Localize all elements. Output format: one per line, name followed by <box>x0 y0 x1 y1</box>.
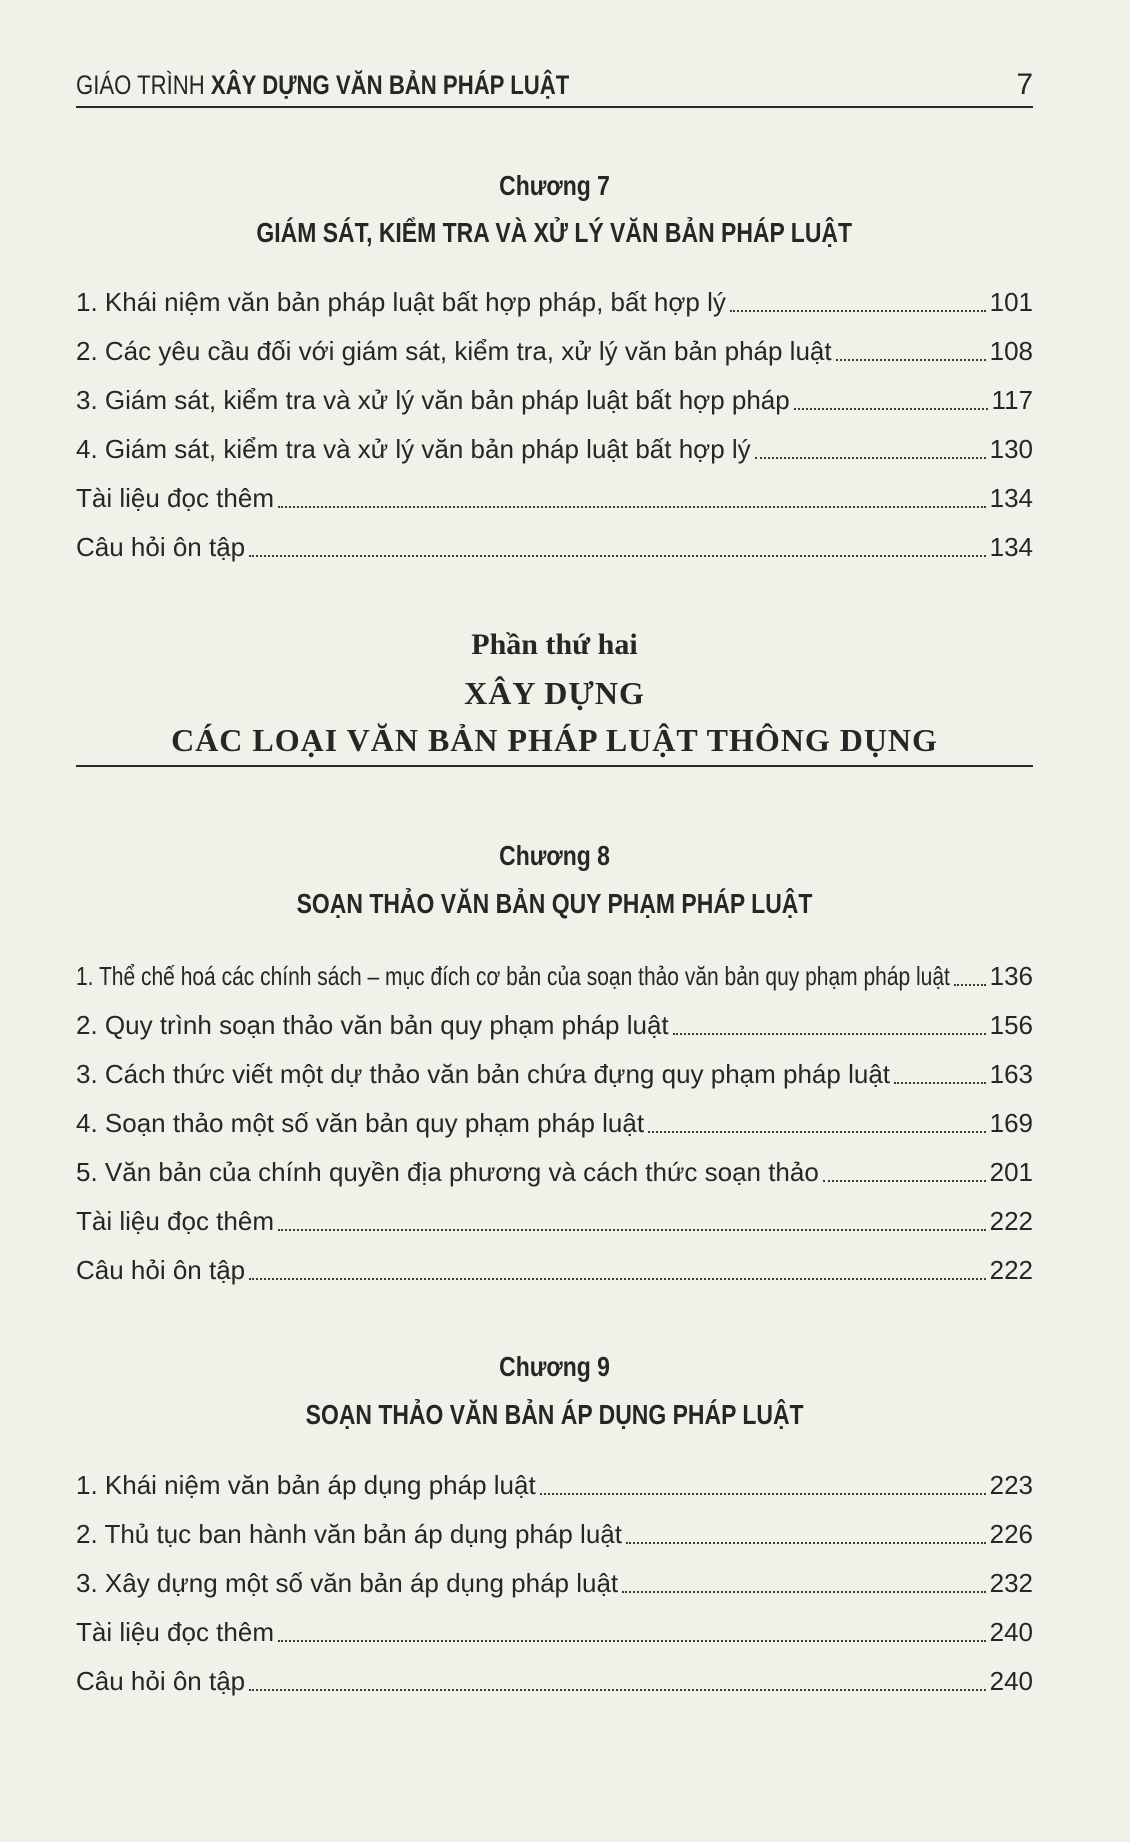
dot-leader <box>278 1640 986 1642</box>
toc-page-number: 222 <box>989 1255 1033 1285</box>
chapter7-label: Chương 7 <box>499 170 610 201</box>
running-header <box>76 66 1033 108</box>
chapter8-title: SOẠN THẢO VĂN BẢN QUY PHẠM PHÁP LUẬT <box>296 888 813 919</box>
toc-entry[interactable]: 2. Quy trình soạn thảo văn bản quy phạm pháp luật 156 <box>76 1010 1033 1040</box>
dot-leader <box>249 555 985 557</box>
dot-leader <box>278 1229 986 1231</box>
chapter9-label: Chương 9 <box>499 1351 610 1382</box>
toc-entry[interactable]: 4. Soạn thảo một số văn bản quy phạm pháp luật 169 <box>76 1108 1033 1138</box>
toc-entry[interactable]: Tài liệu đọc thêm 240 <box>76 1617 1033 1647</box>
toc-page-number: 117 <box>991 385 1033 415</box>
header-book-title: XÂY DỰNG VĂN BẢN PHÁP LUẬT <box>210 70 570 100</box>
chapter8-label: Chương 8 <box>499 840 610 871</box>
toc-page-number: 156 <box>989 1010 1033 1040</box>
part-title-line2: CÁC LOẠI VĂN BẢN PHÁP LUẬT THÔNG DỤNG <box>171 722 938 758</box>
chapter7-title: GIÁM SÁT, KIỂM TRA VÀ XỬ LÝ VĂN BẢN PHÁP LUẬT <box>256 217 853 248</box>
toc-page-number: 223 <box>989 1470 1033 1500</box>
part-divider <box>76 765 1033 767</box>
toc-page-number: 169 <box>989 1108 1033 1138</box>
toc-page-number: 134 <box>989 483 1033 513</box>
toc-entry[interactable]: 1. Khái niệm văn bản pháp luật bất hợp pháp, bất hợp lý 101 <box>76 287 1033 317</box>
toc-page-number: 222 <box>989 1206 1033 1236</box>
part-label: Phần thứ hai <box>471 628 638 661</box>
header-title <box>76 70 569 101</box>
toc-entry[interactable]: Câu hỏi ôn tập 222 <box>76 1255 1033 1285</box>
toc-entry[interactable]: Tài liệu đọc thêm 134 <box>76 483 1033 513</box>
toc-page-number: 134 <box>989 532 1033 562</box>
dot-leader <box>836 359 986 361</box>
toc-entry[interactable]: Tài liệu đọc thêm 222 <box>76 1206 1033 1236</box>
toc-entry[interactable]: 1. Thể chế hoá các chính sách – mục đích cơ bản của soạn thảo văn bản quy phạm pháp luật 136 <box>76 961 1033 991</box>
dot-leader <box>823 1180 986 1182</box>
toc-entry[interactable]: 2. Các yêu cầu đối với giám sát, kiểm tra, xử lý văn bản pháp luật 108 <box>76 336 1033 366</box>
toc-entry[interactable]: 5. Văn bản của chính quyền địa phương và cách thức soạn thảo 201 <box>76 1157 1033 1187</box>
toc-entry[interactable]: Câu hỏi ôn tập 134 <box>76 532 1033 562</box>
toc-entry[interactable]: 3. Giám sát, kiểm tra và xử lý văn bản pháp luật bất hợp pháp 117 <box>76 385 1033 415</box>
dot-leader <box>673 1033 986 1035</box>
toc-page-number: 101 <box>989 287 1033 317</box>
dot-leader <box>626 1542 986 1544</box>
dot-leader <box>278 506 986 508</box>
dot-leader <box>648 1131 986 1133</box>
toc-entry[interactable]: 3. Cách thức viết một dự thảo văn bản chứa đựng quy phạm pháp luật 163 <box>76 1059 1033 1089</box>
toc-page-number: 108 <box>989 336 1033 366</box>
part-title-line1: XÂY DỰNG <box>464 675 645 711</box>
toc-page-number: 130 <box>989 434 1033 464</box>
dot-leader <box>730 310 986 312</box>
toc-page-number: 240 <box>989 1617 1033 1647</box>
toc-entry[interactable]: Câu hỏi ôn tập 240 <box>76 1666 1033 1696</box>
header-prefix: GIÁO TRÌNH <box>76 70 205 100</box>
dot-leader <box>794 408 988 410</box>
toc-entry[interactable]: 1. Khái niệm văn bản áp dụng pháp luật 223 <box>76 1470 1033 1500</box>
toc-page-number: 240 <box>989 1666 1033 1696</box>
dot-leader <box>954 984 986 986</box>
toc-page-number: 163 <box>989 1059 1033 1089</box>
dot-leader <box>894 1082 986 1084</box>
dot-leader <box>540 1493 986 1495</box>
toc-entry[interactable]: 4. Giám sát, kiểm tra và xử lý văn bản pháp luật bất hợp lý 130 <box>76 434 1033 464</box>
toc-entry[interactable]: 2. Thủ tục ban hành văn bản áp dụng pháp luật 226 <box>76 1519 1033 1549</box>
toc-entry[interactable]: 3. Xây dựng một số văn bản áp dụng pháp luật 232 <box>76 1568 1033 1598</box>
toc-page-number: 136 <box>989 961 1033 991</box>
dot-leader <box>622 1591 985 1593</box>
dot-leader <box>249 1689 985 1691</box>
toc-page-number: 232 <box>989 1568 1033 1598</box>
dot-leader <box>249 1278 985 1280</box>
header-page-number: 7 <box>1016 68 1033 101</box>
toc-page-number: 226 <box>989 1519 1033 1549</box>
chapter9-title: SOẠN THẢO VĂN BẢN ÁP DỤNG PHÁP LUẬT <box>305 1399 804 1430</box>
toc-page-number: 201 <box>989 1157 1033 1187</box>
dot-leader <box>755 457 986 459</box>
